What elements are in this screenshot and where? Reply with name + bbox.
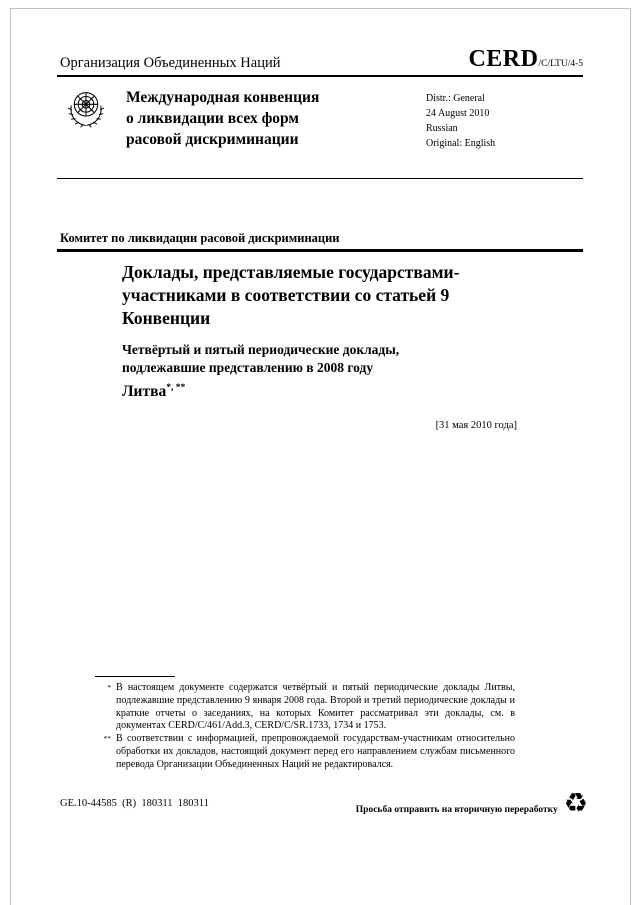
received-date: [31 мая 2010 года] [435, 420, 517, 431]
document-symbol-suffix: /C/LTU/4-5 [538, 59, 583, 69]
recycle-icon: ♻ [563, 788, 588, 818]
distribution-block [426, 91, 495, 151]
original-language-line: Original: English [426, 138, 496, 149]
footnote-2 [93, 733, 515, 771]
masthead-rule [57, 178, 583, 179]
distr-line: Distr.: General [426, 93, 485, 104]
un-emblem-icon [61, 84, 111, 134]
report-title: Доклады, представляемые государствами-участниками в соответствии со статьей 9 Конвенции [122, 262, 460, 328]
recycle-text: Просьба отправить на вторичную переработку [355, 804, 558, 815]
recycle-notice [356, 790, 588, 817]
language-line: Russian [426, 123, 458, 134]
footnote-2-text: В соответствии с информацией, препровождаемой государствам-участникам относительно обработки их докладов, настоящий документ перед его направлением службам письменного перевода Организации Объединенных Наций не редактировался. [116, 733, 515, 770]
convention-title [126, 88, 319, 151]
convention-title-line3: расовой дискриминации [126, 130, 299, 148]
report-subtitle: Четвёртый и пятый периодические доклады, подлежавшие представлению в 2008 году [122, 342, 400, 376]
convention-title-line2: о ликвидации всех форм [126, 109, 299, 127]
footnote-1 [93, 682, 515, 733]
convention-title-line1: Международная конвенция [126, 89, 320, 106]
footnote-1-text: В настоящем документе содержатся четвёртый и пятый периодические доклады Литвы, подлежавшие представлению 9 января 2008 года. Второй и третий периодические доклады и краткие отчеты о заседаниях, на которых Комитет рассматривал эти доклады, см. в документах CERD/C/461/Add.3, CERD/C/SR.1733, 1734 и 1753. [116, 682, 515, 732]
country-name: Литва [122, 383, 167, 401]
footnote-1-marker: * [107, 683, 111, 692]
footnote-2-marker: ** [103, 734, 111, 744]
committee-name: Комитет по ликвидации расовой дискриминации [60, 231, 340, 245]
header-rule [57, 75, 583, 77]
date-line: 24 August 2010 [426, 108, 490, 119]
country-heading [122, 383, 185, 401]
footnotes-block [93, 682, 515, 772]
document-symbol-main: CERD [468, 46, 539, 72]
document-symbol [468, 46, 583, 73]
country-footnote-refs: *, ** [166, 383, 186, 393]
footnote-separator [95, 676, 175, 677]
ge-document-number: GE.10-44585 (R) 180311 180311 [60, 798, 209, 809]
committee-rule [57, 249, 583, 252]
un-organization-name: Организация Объединенных Наций [60, 55, 281, 71]
